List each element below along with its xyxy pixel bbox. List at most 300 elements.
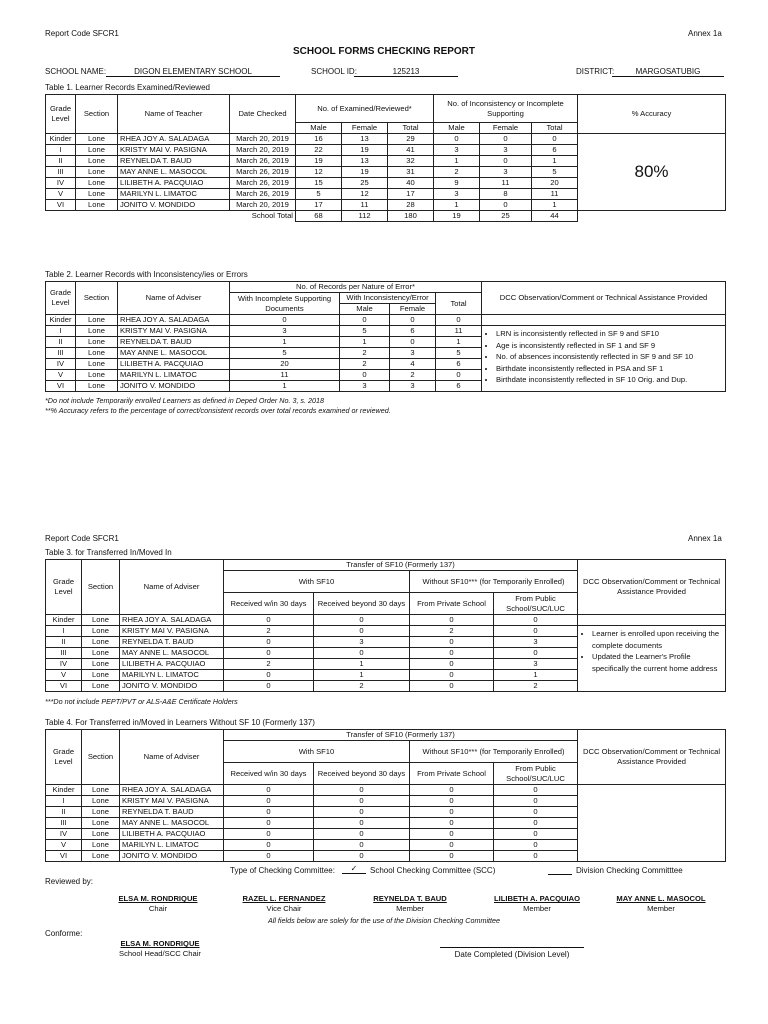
- dcc-checkbox-line[interactable]: [548, 864, 572, 875]
- cell-t: 0: [436, 370, 482, 381]
- cell-name: KRISTY MAI V. PASIGNA: [118, 326, 230, 337]
- cell-a: 0: [224, 785, 314, 796]
- col-without-sf10: Without SF10*** (for Temporarily Enrolled): [410, 741, 578, 763]
- cell-m: 1: [340, 337, 390, 348]
- cell-grade: VI: [46, 200, 76, 211]
- cell-name: MARILYN L. LIMATOC: [118, 189, 230, 200]
- cell-section: Lone: [76, 134, 118, 145]
- cell-name: MAY ANNE L. MASOCOL: [118, 348, 230, 359]
- district-value: MARGOSATUBIG: [612, 67, 724, 77]
- cell-m: 19: [296, 156, 342, 167]
- cell-grade: IV: [46, 359, 76, 370]
- cell-it: 11: [532, 189, 578, 200]
- cell-name: REYNELDA T. BAUD: [120, 637, 224, 648]
- cell-d: 0: [494, 840, 578, 851]
- col-received-within-30: Received w/in 30 days: [224, 763, 314, 785]
- col-from-private: From Private School: [410, 593, 494, 615]
- table3-caption: Table 3. for Transferred In/Moved In: [45, 548, 172, 557]
- cell-section: Lone: [82, 681, 120, 692]
- cell-m: 0: [340, 370, 390, 381]
- cell-it: 1: [532, 156, 578, 167]
- cell-it: 1: [532, 200, 578, 211]
- cell-date: March 26, 2019: [230, 178, 296, 189]
- total-male: 68: [296, 211, 342, 222]
- col-total: Total: [436, 293, 482, 315]
- col-transfer-sf10: Transfer of SF10 (Formerly 137): [224, 730, 578, 741]
- table1-caption: Table 1. Learner Records Examined/Reviewed: [45, 83, 210, 92]
- cell-inc: 11: [230, 370, 340, 381]
- cell-grade: Kinder: [46, 785, 82, 796]
- cell-d: 0: [494, 785, 578, 796]
- cell-name: REYNELDA T. BAUD: [120, 807, 224, 818]
- table-row: [46, 615, 726, 626]
- annex-label: Annex 1a: [688, 534, 722, 543]
- col-section: Section: [82, 730, 120, 785]
- table2-body: [46, 315, 726, 392]
- cell-section: Lone: [76, 337, 118, 348]
- cell-c: 0: [410, 807, 494, 818]
- cell-m: 22: [296, 145, 342, 156]
- cell-if: 8: [480, 189, 532, 200]
- observation-item: • Birthdate inconsistently reflected in PSA and SF 1: [496, 363, 723, 375]
- district-label: DISTRICT:: [576, 67, 615, 76]
- footnote-accuracy: **% Accuracy refers to the percentage of correct/consistent records over total records examined or reviewed.: [45, 406, 391, 415]
- cell-t: 32: [388, 156, 434, 167]
- cell-grade: IV: [46, 178, 76, 189]
- cell-grade: II: [46, 156, 76, 167]
- cell-a: 0: [224, 615, 314, 626]
- signatory-name: MAY ANNE L. MASOCOL: [616, 894, 706, 903]
- cell-a: 0: [224, 648, 314, 659]
- cell-name: REYNELDA T. BAUD: [118, 156, 230, 167]
- cell-section: Lone: [82, 785, 120, 796]
- cell-im: 2: [434, 167, 480, 178]
- cell-m: 3: [340, 381, 390, 392]
- cell-a: 0: [224, 670, 314, 681]
- col-grade-level: Grade Level: [46, 282, 76, 315]
- cell-name: MARILYN L. LIMATOC: [118, 370, 230, 381]
- table3-body: [46, 615, 726, 692]
- cell-if: 0: [480, 134, 532, 145]
- total-inc-female: 25: [480, 211, 532, 222]
- cell-b: 3: [314, 637, 410, 648]
- cell-section: Lone: [76, 167, 118, 178]
- cell-grade: VI: [46, 681, 82, 692]
- cell-date: March 20, 2019: [230, 134, 296, 145]
- col-nature-of-error: No. of Records per Nature of Error*: [230, 282, 482, 293]
- cell-c: 0: [410, 796, 494, 807]
- cell-inc: 1: [230, 337, 340, 348]
- cell-section: Lone: [82, 840, 120, 851]
- observation-item: • Updated the Learner's Profile specifically the current home address: [592, 651, 723, 674]
- cell-grade: I: [46, 796, 82, 807]
- col-date-checked: Date Checked: [230, 95, 296, 134]
- cell-section: Lone: [82, 829, 120, 840]
- cell-t: 40: [388, 178, 434, 189]
- cell-it: 0: [532, 134, 578, 145]
- cell-d: 0: [494, 615, 578, 626]
- cell-section: Lone: [82, 615, 120, 626]
- cell-d: 2: [494, 681, 578, 692]
- cell-c: 0: [410, 851, 494, 862]
- col-total: Total: [388, 123, 434, 134]
- cell-it: 6: [532, 145, 578, 156]
- observation-blank: [482, 315, 726, 326]
- cell-grade: V: [46, 370, 76, 381]
- cell-a: 0: [224, 818, 314, 829]
- cell-f: 13: [342, 134, 388, 145]
- school-head-role: School Head/SCC Chair: [119, 949, 201, 958]
- cell-c: 2: [410, 626, 494, 637]
- cell-b: 0: [314, 626, 410, 637]
- col-with-sf10: With SF10: [224, 741, 410, 763]
- cell-grade: I: [46, 626, 82, 637]
- signatory-name: LILIBETH A. PACQUIAO: [493, 894, 581, 903]
- cell-t: 17: [388, 189, 434, 200]
- table-transferred-without-sf10: [45, 729, 726, 862]
- cell-section: Lone: [76, 359, 118, 370]
- cell-d: 0: [494, 851, 578, 862]
- division-note: All fields below are solely for the use of the Division Checking Committee: [267, 916, 501, 925]
- scc-checkmark[interactable]: ✓: [342, 864, 366, 874]
- cell-m: 17: [296, 200, 342, 211]
- cell-m: 5: [340, 326, 390, 337]
- cell-a: 2: [224, 659, 314, 670]
- cell-t: 6: [436, 359, 482, 370]
- cell-d: 1: [494, 670, 578, 681]
- annex-label: Annex 1a: [688, 29, 722, 38]
- cell-f: 0: [390, 337, 436, 348]
- cell-section: Lone: [76, 326, 118, 337]
- checking-type-label: Type of Checking Committee:: [230, 866, 335, 875]
- cell-c: 0: [410, 818, 494, 829]
- cell-if: 3: [480, 145, 532, 156]
- col-male: Male: [296, 123, 342, 134]
- cell-c: 0: [410, 648, 494, 659]
- cell-im: 3: [434, 145, 480, 156]
- cell-it: 5: [532, 167, 578, 178]
- cell-d: 3: [494, 659, 578, 670]
- cell-section: Lone: [76, 189, 118, 200]
- col-section: Section: [76, 282, 118, 315]
- cell-f: 12: [342, 189, 388, 200]
- cell-grade: II: [46, 637, 82, 648]
- cell-name: MARILYN L. LIMATOC: [120, 670, 224, 681]
- table1-body: [46, 134, 726, 211]
- cell-a: 2: [224, 626, 314, 637]
- cell-name: LILIBETH A. PACQUIAO: [120, 659, 224, 670]
- cell-c: 0: [410, 637, 494, 648]
- cell-name: MAY ANNE L. MASOCOL: [120, 648, 224, 659]
- cell-b: 2: [314, 681, 410, 692]
- col-received-beyond-30: Received beyond 30 days: [314, 593, 410, 615]
- cell-b: 0: [314, 615, 410, 626]
- cell-section: Lone: [82, 648, 120, 659]
- cell-grade: I: [46, 326, 76, 337]
- cell-grade: VI: [46, 381, 76, 392]
- cell-date: March 26, 2019: [230, 189, 296, 200]
- cell-grade: II: [46, 337, 76, 348]
- col-section: Section: [82, 560, 120, 615]
- cell-c: 0: [410, 829, 494, 840]
- col-female: Female: [342, 123, 388, 134]
- observation-item: • Birthdate inconsistently reflected in SF 10 Orig. and Dup.: [496, 374, 723, 386]
- cell-t: 0: [436, 315, 482, 326]
- cell-f: 0: [390, 315, 436, 326]
- cell-section: Lone: [82, 807, 120, 818]
- cell-grade: I: [46, 145, 76, 156]
- cell-name: REYNELDA T. BAUD: [118, 337, 230, 348]
- cell-b: 0: [314, 807, 410, 818]
- col-section: Section: [76, 95, 118, 134]
- cell-grade: V: [46, 189, 76, 200]
- col-adviser: Name of Adviser: [120, 560, 224, 615]
- cell-a: 0: [224, 829, 314, 840]
- col-from-public: From Public School/SUC/LUC: [494, 763, 578, 785]
- col-teacher: Name of Teacher: [118, 95, 230, 134]
- dcc-observations: [578, 626, 726, 692]
- cell-d: 0: [494, 796, 578, 807]
- cell-grade: Kinder: [46, 615, 82, 626]
- cell-d: 0: [494, 626, 578, 637]
- col-inconsistency-error: With Inconsistency/Error: [340, 293, 436, 304]
- total-inc-male: 19: [434, 211, 480, 222]
- total-inc-total: 44: [532, 211, 578, 222]
- col-female: Female: [480, 123, 532, 134]
- table-row: [46, 326, 726, 337]
- col-grade-level: Grade Level: [46, 730, 82, 785]
- signatory-member: [606, 894, 716, 914]
- observation-item: • Age is inconsistently reflected in SF 1 and SF 9: [496, 340, 723, 352]
- cell-a: 0: [224, 851, 314, 862]
- school-id-label: SCHOOL ID:: [311, 67, 357, 76]
- col-grade-level: Grade Level: [46, 95, 76, 134]
- cell-section: Lone: [76, 315, 118, 326]
- col-incomplete-docs: With Incomplete Supporting Documents: [230, 293, 340, 315]
- cell-im: 9: [434, 178, 480, 189]
- dcc-label: Division Checking Committtee: [576, 866, 683, 875]
- cell-t: 41: [388, 145, 434, 156]
- col-received-within-30: Received w/in 30 days: [224, 593, 314, 615]
- cell-a: 0: [224, 637, 314, 648]
- cell-m: 12: [296, 167, 342, 178]
- observation-item: • Learner is enrolled upon receiving the complete documents: [592, 628, 723, 651]
- cell-t: 11: [436, 326, 482, 337]
- report-title: SCHOOL FORMS CHECKING REPORT: [292, 46, 476, 57]
- footnote-temporarily-enrolled: *Do not include Temporarily enrolled Learners as defined in Deped Order No. 3, s. 2018: [45, 396, 325, 405]
- cell-f: 19: [342, 167, 388, 178]
- conforme-label: Conforme:: [45, 929, 83, 938]
- col-with-sf10: With SF10: [224, 571, 410, 593]
- date-completed-label: Date Completed (Division Level): [454, 950, 570, 959]
- cell-b: 1: [314, 659, 410, 670]
- school-name-value: DIGON ELEMENTARY SCHOOL: [106, 67, 280, 77]
- cell-section: Lone: [76, 178, 118, 189]
- cell-im: 1: [434, 156, 480, 167]
- cell-a: 0: [224, 796, 314, 807]
- cell-im: 3: [434, 189, 480, 200]
- cell-t: 28: [388, 200, 434, 211]
- cell-date: March 20, 2019: [230, 145, 296, 156]
- col-from-private: From Private School: [410, 763, 494, 785]
- cell-f: 4: [390, 359, 436, 370]
- cell-date: March 26, 2019: [230, 156, 296, 167]
- cell-f: 25: [342, 178, 388, 189]
- report-code: Report Code SFCR1: [45, 534, 119, 543]
- col-adviser: Name of Adviser: [118, 282, 230, 315]
- cell-t: 1: [436, 337, 482, 348]
- cell-grade: V: [46, 840, 82, 851]
- accuracy-value: 80%: [578, 134, 726, 211]
- cell-if: 11: [480, 178, 532, 189]
- signatory-name: RAZEL L. FERNANDEZ: [242, 894, 326, 903]
- observation-item: • No. of absences inconsistently reflected in SF 9 and SF 10: [496, 351, 723, 363]
- cell-f: 11: [342, 200, 388, 211]
- cell-name: MARILYN L. LIMATOC: [120, 840, 224, 851]
- cell-grade: III: [46, 167, 76, 178]
- total-total: 180: [388, 211, 434, 222]
- signatory-role: Member: [396, 904, 424, 913]
- cell-d: 3: [494, 637, 578, 648]
- cell-name: KRISTY MAI V. PASIGNA: [120, 796, 224, 807]
- cell-date: March 26, 2019: [230, 167, 296, 178]
- table-learner-records-errors: [45, 281, 726, 392]
- cell-t: 31: [388, 167, 434, 178]
- cell-m: 15: [296, 178, 342, 189]
- total-female: 112: [342, 211, 388, 222]
- cell-m: 5: [296, 189, 342, 200]
- cell-it: 20: [532, 178, 578, 189]
- cell-b: 0: [314, 840, 410, 851]
- col-without-sf10: Without SF10*** (for Temporarily Enrolled): [410, 571, 578, 593]
- table4-caption: Table 4. For Transferred in/Moved in Learners Without SF 10 (Formerly 137): [45, 718, 315, 727]
- table4-body: [46, 785, 726, 862]
- cell-b: 1: [314, 670, 410, 681]
- cell-section: Lone: [82, 851, 120, 862]
- cell-grade: VI: [46, 851, 82, 862]
- cell-c: 0: [410, 670, 494, 681]
- cell-inc: 3: [230, 326, 340, 337]
- cell-name: JONITO V. MONDIDO: [120, 681, 224, 692]
- cell-c: 0: [410, 840, 494, 851]
- signatory-role: Chair: [148, 904, 168, 913]
- cell-grade: II: [46, 807, 82, 818]
- school-total-label: School Total: [46, 211, 296, 222]
- school-id-value: 125213: [354, 67, 458, 77]
- reviewed-by-label: Reviewed by:: [45, 877, 94, 886]
- col-from-public: From Public School/SUC/LUC: [494, 593, 578, 615]
- cell-d: 0: [494, 648, 578, 659]
- cell-c: 0: [410, 785, 494, 796]
- signatory-member: [360, 894, 460, 914]
- cell-name: LILIBETH A. PACQUIAO: [118, 359, 230, 370]
- cell-b: 0: [314, 785, 410, 796]
- cell-section: Lone: [82, 626, 120, 637]
- col-accuracy: % Accuracy: [578, 95, 726, 134]
- cell-im: 0: [434, 134, 480, 145]
- school-head-signatory: [108, 939, 212, 959]
- cell-name: RHEA JOY A. SALADAGA: [118, 315, 230, 326]
- cell-t: 29: [388, 134, 434, 145]
- cell-date: March 20, 2019: [230, 200, 296, 211]
- cell-c: 0: [410, 659, 494, 670]
- col-female: Female: [390, 304, 436, 315]
- col-inconsistency: No. of Inconsistency or Incomplete Supporting: [434, 95, 578, 123]
- cell-inc: 5: [230, 348, 340, 359]
- cell-inc: 0: [230, 315, 340, 326]
- cell-m: 0: [340, 315, 390, 326]
- cell-im: 1: [434, 200, 480, 211]
- table-row: [46, 785, 726, 796]
- cell-b: 0: [314, 829, 410, 840]
- cell-grade: IV: [46, 659, 82, 670]
- scc-label: School Checking Committee (SCC): [370, 866, 496, 875]
- cell-section: Lone: [82, 659, 120, 670]
- cell-m: 2: [340, 359, 390, 370]
- cell-d: 0: [494, 807, 578, 818]
- cell-t: 6: [436, 381, 482, 392]
- cell-grade: III: [46, 648, 82, 659]
- cell-grade: Kinder: [46, 315, 76, 326]
- cell-m: 2: [340, 348, 390, 359]
- cell-name: JONITO V. MONDIDO: [120, 851, 224, 862]
- observation-item: • LRN is inconsistently reflected in SF 9 and SF10: [496, 328, 723, 340]
- cell-name: JONITO V. MONDIDO: [118, 381, 230, 392]
- table-learner-records-examined: [45, 94, 726, 222]
- cell-f: 3: [390, 381, 436, 392]
- cell-section: Lone: [76, 145, 118, 156]
- cell-name: RHEA JOY A. SALADAGA: [120, 615, 224, 626]
- cell-grade: III: [46, 348, 76, 359]
- cell-a: 0: [224, 681, 314, 692]
- cell-section: Lone: [76, 348, 118, 359]
- cell-name: LILIBETH A. PACQUIAO: [118, 178, 230, 189]
- cell-if: 0: [480, 156, 532, 167]
- col-adviser: Name of Adviser: [120, 730, 224, 785]
- table2-caption: Table 2. Learner Records with Inconsistency/ies or Errors: [45, 270, 248, 279]
- cell-grade: IV: [46, 829, 82, 840]
- col-examined: No. of Examined/Reviewed*: [296, 95, 434, 123]
- cell-a: 0: [224, 807, 314, 818]
- table-row: [46, 315, 726, 326]
- col-dcc-observation: DCC Observation/Comment or Technical Assistance Provided: [578, 560, 726, 615]
- cell-name: JONITO V. MONDIDO: [118, 200, 230, 211]
- cell-section: Lone: [76, 370, 118, 381]
- col-grade-level: Grade Level: [46, 560, 82, 615]
- cell-b: 0: [314, 818, 410, 829]
- col-dcc-observation: DCC Observation/Comment or Technical Assistance Provided: [482, 282, 726, 315]
- cell-f: 3: [390, 348, 436, 359]
- cell-if: 3: [480, 167, 532, 178]
- cell-name: RHEA JOY A. SALADAGA: [118, 134, 230, 145]
- cell-name: KRISTY MAI V. PASIGNA: [118, 145, 230, 156]
- cell-section: Lone: [82, 818, 120, 829]
- cell-section: Lone: [76, 156, 118, 167]
- signatory-vice-chair: [234, 894, 334, 914]
- col-dcc-observation: DCC Observation/Comment or Technical Assistance Provided: [578, 730, 726, 785]
- cell-name: LILIBETH A. PACQUIAO: [120, 829, 224, 840]
- cell-name: RHEA JOY A. SALADAGA: [120, 785, 224, 796]
- cell-a: 0: [224, 840, 314, 851]
- cell-section: Lone: [82, 670, 120, 681]
- col-male: Male: [340, 304, 390, 315]
- table-transferred-in: [45, 559, 726, 692]
- cell-c: 0: [410, 681, 494, 692]
- dcc-observations-blank: [578, 785, 726, 862]
- cell-section: Lone: [82, 637, 120, 648]
- school-name-label: SCHOOL NAME:: [45, 67, 107, 76]
- cell-grade: V: [46, 670, 82, 681]
